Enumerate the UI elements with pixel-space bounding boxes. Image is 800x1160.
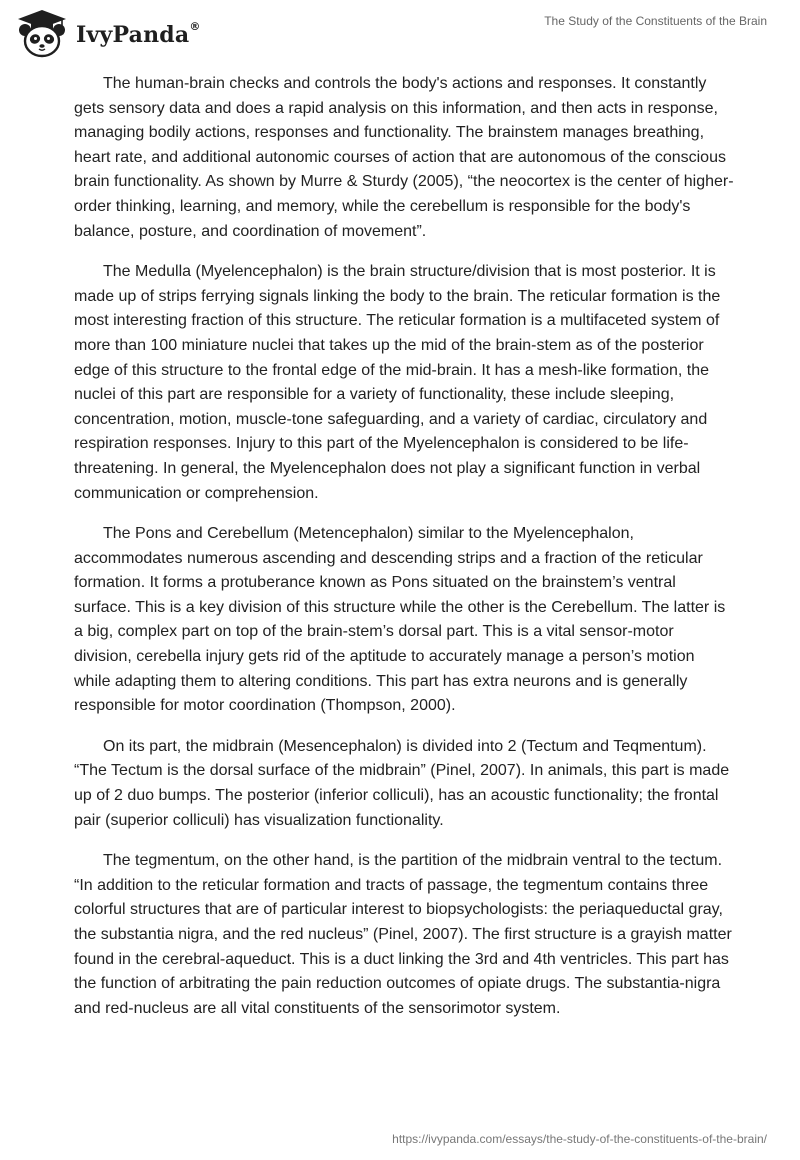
brand-name [76, 19, 201, 48]
ivypanda-logo[interactable] [14, 8, 201, 60]
paragraph-1: The human-brain checks and controls the body's actions and responses. It constantly gets sensory data and does a rapid analysis on this information, and then acts in response, managing bodily actions, responses and functionality. The brainstem manages breathing, heart rate, and additional autonomic courses of action that are autonomous of the conscious brain functionality. As shown by Murre & Sturdy (2005), “the neocortex is the center of higher-order thinking, learning, and memory, while the cerebellum is responsible for the body's balance, posture, and coordination of movement”. [74, 75, 734, 240]
paragraph-2: The Medulla (Myelencephalon) is the brain structure/division that is most posterior. It is made up of strips ferrying signals linking the body to the brain. The reticular formation is the most interesting fraction of this structure. The reticular formation is a multifaceted system of more than 100 miniature nuclei that takes up the mid of the brain-stem as of the posterior edge of this structure to the frontal edge of the mid-brain. It has a mesh-like formation, the nuclei of this part are responsible for a variety of functionality, these include sleeping, concentration, motion, muscle-tone safeguarding, and a variety of cardiac, circulatory and respiration responses. Injury to this part of the Myelencephalon is considered to be life-threatening. In general, the Myelencephalon does not play a significant function in verbal communication or comprehension. [74, 263, 721, 502]
page-header [0, 0, 800, 70]
registered-mark: ® [189, 19, 201, 33]
paragraph-3: The Pons and Cerebellum (Metencephalon) similar to the Myelencephalon, accommodates numerous ascending and descending strips and a fraction of the reticular formation. It forms a protuberance known as Pons situated on the brainstem’s ventral surface. This is a key division of this structure while the other is the Cerebellum. The latter is a big, complex part on top of the brain-stem’s dorsal part. This is a vital sensor-motor division, cerebella injury gets rid of the aptitude to accurately manage a person’s motion while adapting them to altering conditions. This part has extra neurons and is generally responsible for motor coordination (Thompson, 2000). [74, 525, 726, 715]
paragraph-4: On its part, the midbrain (Mesencephalon) is divided into 2 (Tectum and Teqmentum). “The Tectum is the dorsal surface of the midbrain” (Pinel, 2007). In animals, this part is made up of 2 duo bumps. The posterior (inferior colliculi), has an acoustic functionality; the frontal pair (superior colliculi) has visualization functionality. [74, 737, 730, 829]
panda-graduate-icon [14, 8, 70, 60]
brand-text: IvyPanda [76, 22, 190, 48]
document-title: The Study of the Constituents of the Brain [544, 14, 767, 28]
essay-body [74, 72, 734, 1037]
paragraph-5: The tegmentum, on the other hand, is the partition of the midbrain ventral to the tectum. “In addition to the reticular formation and tracts of passage, the tegmentum contains three colorful structures that are of particular interest to biopsychologists: the periaqueductal gray, the substantia nigra, and the red nucleus” (Pinel, 2007). The first structure is a grayish matter found in the cerebral-aqueduct. This is a duct linking the 3rd and 4th ventricles. This part has the function of arbitrating the pain reduction outcomes of opiate drugs. The substantia-nigra and red-nucleus are all vital constituents of the sensorimotor system. [74, 852, 732, 1017]
source-url-link[interactable]: https://ivypanda.com/essays/the-study-of-the-constituents-of-the-brain/ [392, 1132, 767, 1146]
